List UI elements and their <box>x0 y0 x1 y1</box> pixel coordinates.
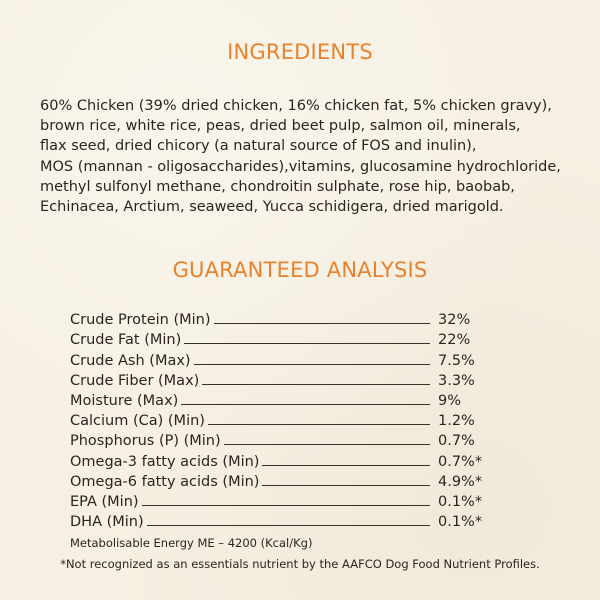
leader-line <box>147 525 430 526</box>
analysis-row <box>70 492 490 512</box>
analysis-row <box>70 330 490 350</box>
analysis-value: 9% <box>438 392 462 409</box>
analysis-value: 0.7% <box>438 433 475 450</box>
analysis-label: Crude Fiber (Max) <box>70 372 200 389</box>
leader-line <box>262 485 430 486</box>
analysis-value: 22% <box>438 332 471 349</box>
analysis-row <box>70 411 490 431</box>
analysis-label: Phosphorus (P) (Min) <box>70 433 221 450</box>
analysis-table <box>70 310 490 532</box>
analysis-value: 0.7%* <box>438 453 483 470</box>
analysis-value: 3.3% <box>438 372 475 389</box>
analysis-row <box>70 472 490 492</box>
ingredients-line: flax seed, dried chicory (a natural source of FOS and inulin), <box>40 138 477 155</box>
ingredients-text <box>40 96 588 217</box>
leader-line <box>224 444 430 445</box>
leader-line <box>262 465 430 466</box>
ingredients-line: Echinacea, Arctium, seaweed, Yucca schidigera, dried marigold. <box>40 199 504 216</box>
analysis-label: Crude Protein (Min) <box>70 312 211 329</box>
analysis-value: 1.2% <box>438 413 475 430</box>
analysis-row <box>70 310 490 330</box>
ingredients-line: 60% Chicken (39% dried chicken, 16% chicken fat, 5% chicken gravy), <box>40 98 552 114</box>
analysis-label: DHA (Min) <box>70 514 144 531</box>
ingredients-line: methyl sulfonyl methane, chondroitin sulphate, rose hip, baobab, <box>40 178 515 195</box>
analysis-row <box>70 451 490 471</box>
leader-line <box>194 364 430 365</box>
analysis-row <box>70 512 490 532</box>
analysis-value: 4.9%* <box>438 473 483 490</box>
analysis-label: Moisture (Max) <box>70 392 179 409</box>
leader-line <box>208 424 430 425</box>
analysis-row <box>70 371 490 391</box>
analysis-label: Crude Ash (Max) <box>70 352 191 369</box>
leader-line <box>184 343 430 344</box>
ingredients-title: INGREDIENTS <box>227 40 373 64</box>
analysis-label: Crude Fat (Min) <box>70 332 182 349</box>
analysis-row <box>70 350 490 370</box>
leader-line <box>202 384 430 385</box>
leader-line <box>214 323 431 324</box>
analysis-label: Omega-6 fatty acids (Min) <box>70 473 260 490</box>
analysis-value: 0.1%* <box>438 493 483 510</box>
analysis-row <box>70 391 490 411</box>
analysis-value: 32% <box>438 312 471 329</box>
metabolisable-energy-note: Metabolisable Energy ME – 4200 (Kcal/Kg) <box>70 536 313 550</box>
leader-line <box>181 404 430 405</box>
analysis-value: 0.1%* <box>438 514 483 531</box>
aafco-footnote: *Not recognized as an essentials nutrient by the AAFCO Dog Food Nutrient Profiles. <box>60 557 540 571</box>
ingredients-line: MOS (mannan - oligosaccharides),vitamins, glucosamine hydrochloride, <box>40 158 561 175</box>
analysis-label: Calcium (Ca) (Min) <box>70 413 205 430</box>
ingredients-line: brown rice, white rice, peas, dried beet pulp, salmon oil, minerals, <box>40 118 521 135</box>
analysis-row <box>70 431 490 451</box>
leader-line <box>142 505 430 506</box>
analysis-value: 7.5% <box>438 352 475 369</box>
analysis-label: EPA (Min) <box>70 493 139 510</box>
guaranteed-analysis-title: GUARANTEED ANALYSIS <box>172 258 428 282</box>
analysis-label: Omega-3 fatty acids (Min) <box>70 453 260 470</box>
